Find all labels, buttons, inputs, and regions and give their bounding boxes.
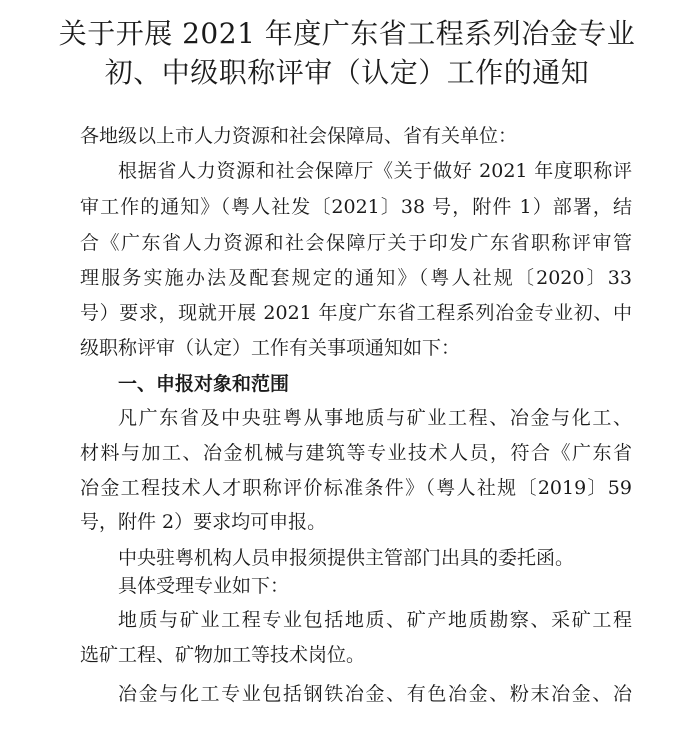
paragraph-line: 根据省人力资源和社会保障厅《关于做好 2021 年度职称评 bbox=[118, 160, 632, 182]
paragraph-line: 冶金与化工专业包括钢铁冶金、有色冶金、粉末冶金、冶 bbox=[118, 683, 632, 705]
paragraph-line: 合《广东省人力资源和社会保障厅关于印发广东省职称评审管 bbox=[80, 232, 632, 254]
paragraph-line: 审工作的通知》（粤人社发〔2021〕38 号，附件 1）部署，结 bbox=[80, 196, 632, 218]
addressee: 各地级以上市人力资源和社会保障局、省有关单位： bbox=[80, 125, 518, 147]
paragraph-line: 地质与矿业工程专业包括地质、矿产地质勘察、采矿工程 bbox=[118, 609, 632, 631]
paragraph-line: 号，附件 2）要求均可申报。 bbox=[80, 511, 327, 533]
paragraph-line: 材料与加工、冶金机械与建筑等专业技术人员，符合《广东省 bbox=[80, 442, 632, 464]
paragraph-line: 级职称评审（认定）工作有关事项通知如下： bbox=[80, 337, 461, 359]
paragraph-line: 具体受理专业如下： bbox=[118, 575, 290, 597]
document-title-line-2: 初、中级职称评审（认定）工作的通知 bbox=[104, 56, 590, 89]
paragraph-line: 冶金工程技术人才职称评价标准条件》（粤人社规〔2019〕59 bbox=[80, 477, 632, 499]
paragraph-line: 理服务实施办法及配套规定的通知》（粤人社规〔2020〕33 bbox=[80, 267, 632, 289]
paragraph-line: 号）要求，现就开展 2021 年度广东省工程系列冶金专业初、中 bbox=[80, 302, 632, 324]
paragraph-line: 凡广东省及中央驻粤从事地质与矿业工程、冶金与化工、 bbox=[118, 407, 632, 429]
paragraph-line: 中央驻粤机构人员申报须提供主管部门出具的委托函。 bbox=[118, 547, 575, 569]
section-heading: 一、申报对象和范围 bbox=[118, 373, 290, 395]
document-title-line-1: 关于开展 2021 年度广东省工程系列冶金专业 bbox=[58, 17, 636, 50]
paragraph-line: 选矿工程、矿物加工等技术岗位。 bbox=[80, 644, 366, 666]
